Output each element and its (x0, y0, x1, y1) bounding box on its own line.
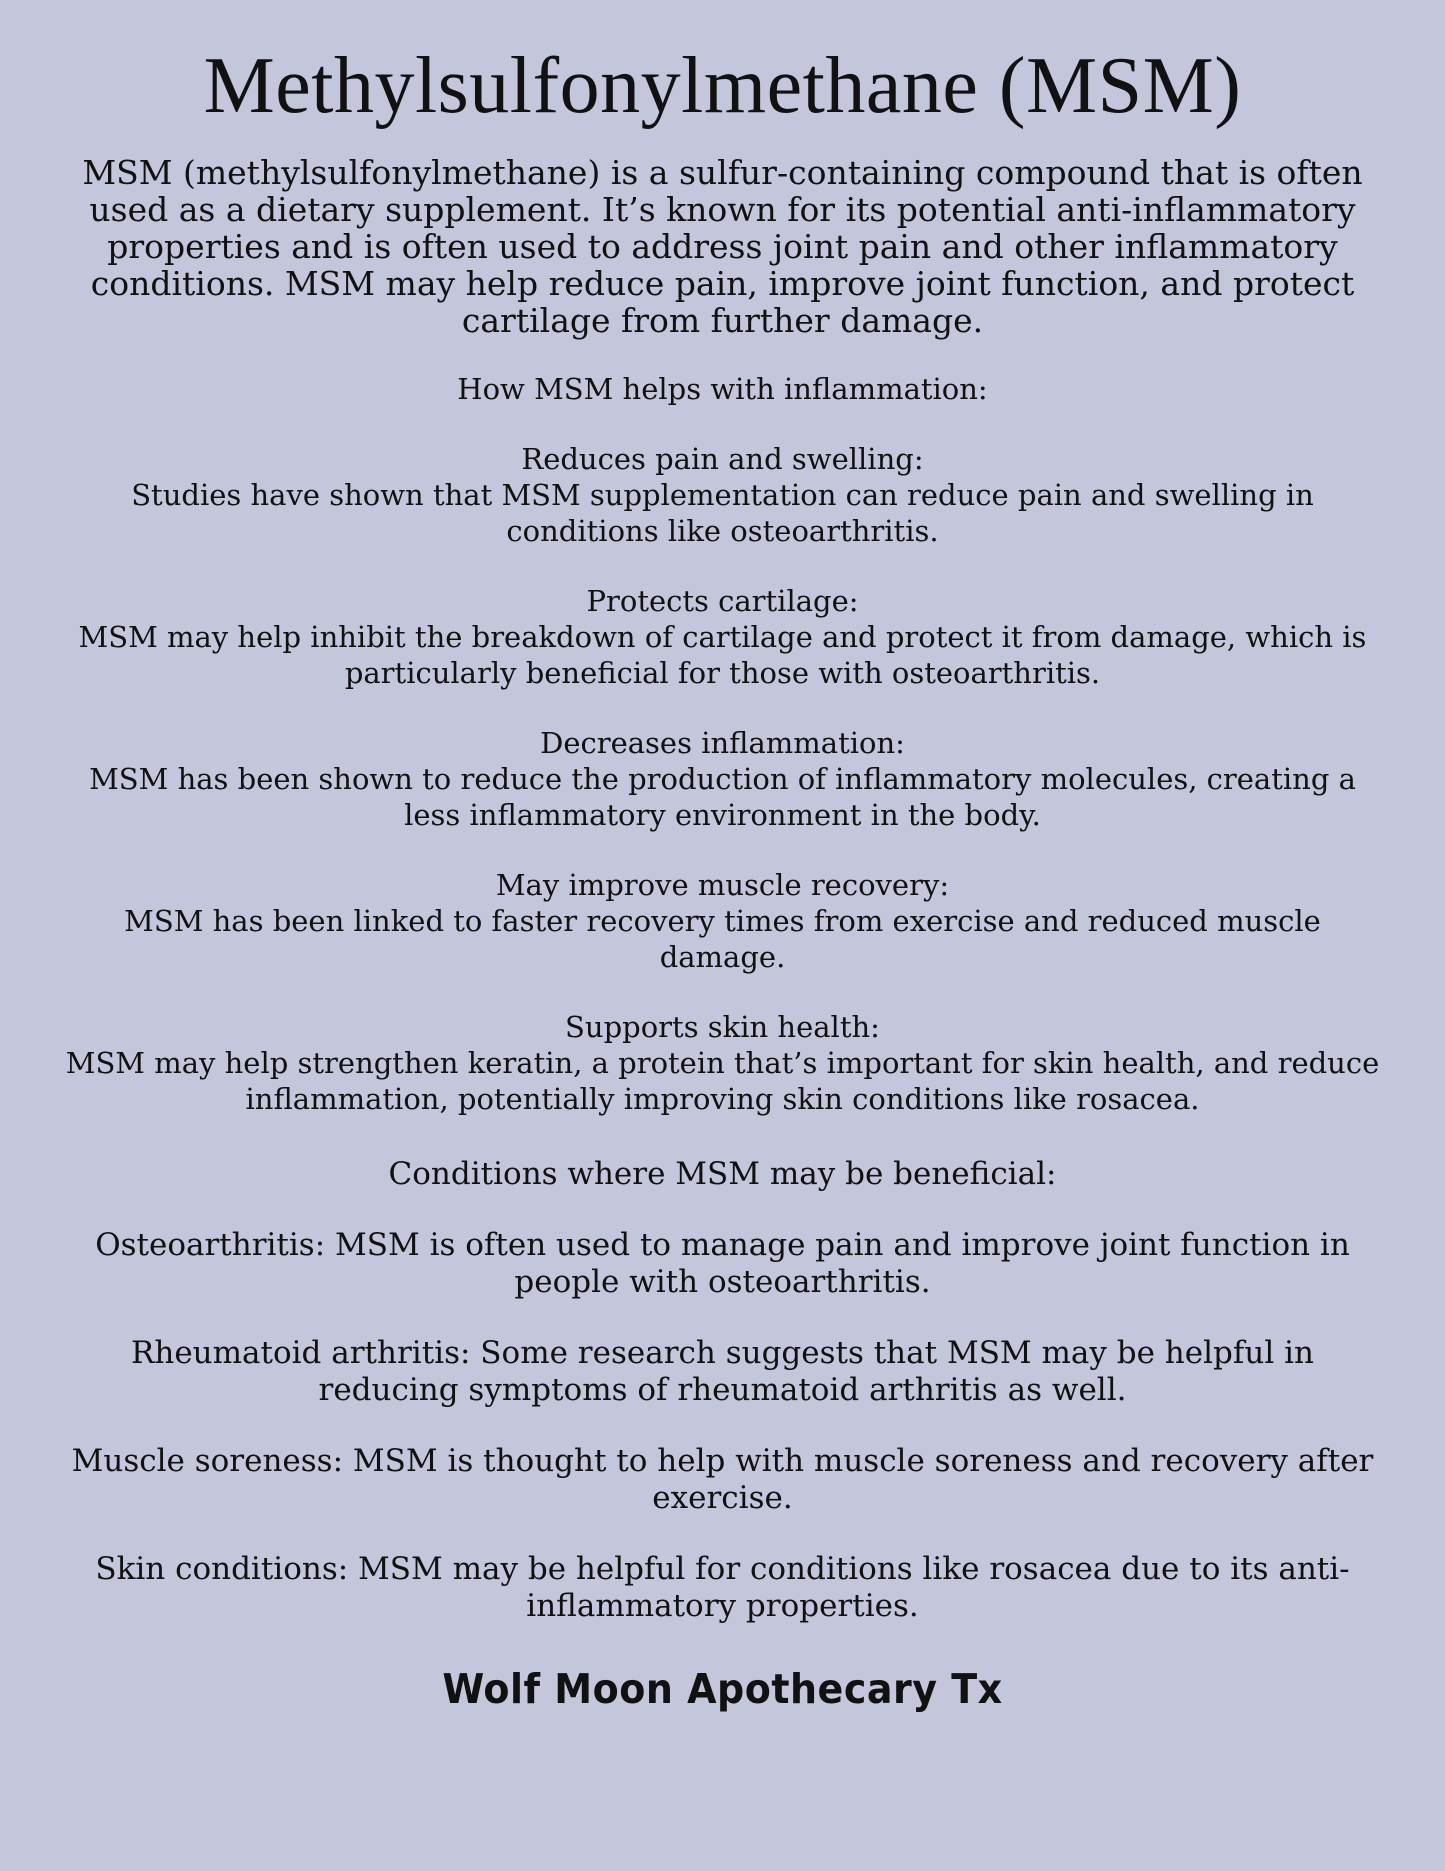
benefit-item (60, 583, 1385, 691)
benefit-text: MSM may help strengthen keratin, a protein that’s important for skin health, and reduce inflammation, potentially improving skin conditions like rosacea. (65, 1046, 1380, 1116)
condition-item: Muscle soreness: MSM is thought to help with muscle soreness and recovery after exercise. (71, 1443, 1374, 1516)
benefit-text: MSM may help inhibit the breakdown of cartilage and protect it from damage, which is particularly beneficial for those with osteoarthritis. (78, 620, 1367, 690)
benefit-title: Reduces pain and swelling: (521, 442, 924, 476)
benefit-item (60, 441, 1385, 549)
benefit-item (60, 725, 1385, 833)
benefit-title: Supports skin health: (565, 1010, 880, 1044)
benefit-text: MSM has been shown to reduce the production of inflammatory molecules, creating a less inflammatory environment in the body. (89, 762, 1356, 832)
benefit-item (60, 1009, 1385, 1117)
condition-item: Rheumatoid arthritis: Some research suggests that MSM may be helpful in reducing symptoms of rheumatoid arthritis as well. (131, 1335, 1314, 1408)
condition-item: Osteoarthritis: MSM is often used to manage pain and improve joint function in people with osteoarthritis. (95, 1227, 1350, 1300)
benefit-title: Protects cartilage: (586, 584, 859, 618)
benefit-title: May improve muscle recovery: (495, 868, 950, 902)
page-title: Methylsulfonylmethane (MSM) (203, 42, 1242, 130)
benefit-item (60, 867, 1385, 975)
conditions-heading: Conditions where MSM may be beneficial: (388, 1156, 1057, 1192)
benefit-text: Studies have shown that MSM supplementation can reduce pain and swelling in conditions like osteoarthritis. (131, 478, 1314, 548)
intro-paragraph: MSM (methylsulfonylmethane) is a sulfur-containing compound that is often used as a dietary supplement. It’s known for its potential anti-inflammatory properties and is often used to address joint pain and other inflammatory conditions. MSM may help reduce pain, improve joint function, and protect cartilage from further damage. (82, 153, 1363, 340)
benefit-title: Decreases inflammation: (540, 726, 905, 760)
inflammation-heading: How MSM helps with inflammation: (457, 372, 988, 406)
benefit-text: MSM has been linked to faster recovery times from exercise and reduced muscle damage. (124, 904, 1321, 974)
condition-item: Skin conditions: MSM may be helpful for conditions like rosacea due to its anti-inflammatory properties. (95, 1551, 1350, 1624)
brand-signature: Wolf Moon Apothecary Tx (442, 1665, 1003, 1713)
